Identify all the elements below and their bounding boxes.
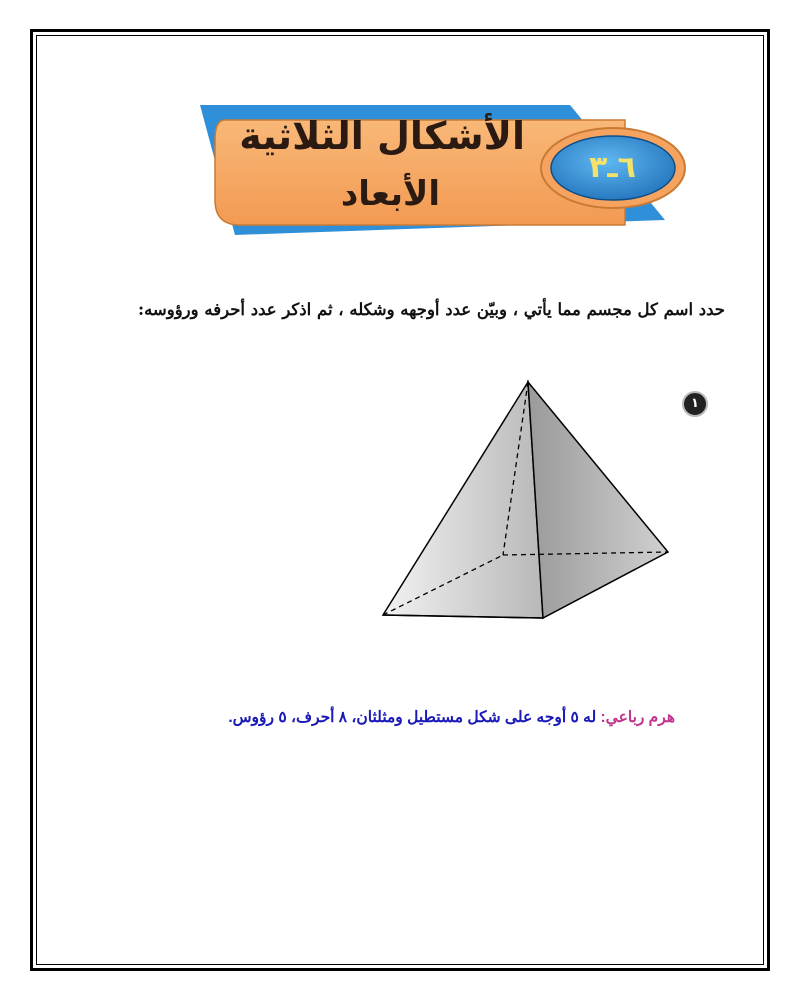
- exercise-answer: [228, 708, 675, 727]
- lesson-title-line2: الأبعاد: [340, 174, 440, 214]
- answer-text: له ٥ أوجه على شكل مستطيل ومثلثان، ٨ أحرف، ٥ رؤوس.: [228, 709, 601, 726]
- square-pyramid-icon: [370, 370, 680, 625]
- lesson-title-line1: الأشكال الثلاثية: [239, 114, 525, 158]
- lesson-number-badge: ٦ـ٣: [589, 150, 636, 185]
- exercise-number-badge: ١: [682, 391, 708, 417]
- exercise-instruction: حدد اسم كل مجسم مما يأتي ، وبيّن عدد أوجهه وشكله ، ثم اذكر عدد أحرفه ورؤوسه:: [137, 300, 725, 319]
- lesson-title-banner: [195, 100, 695, 240]
- answer-label: هرم رباعي:: [600, 709, 675, 726]
